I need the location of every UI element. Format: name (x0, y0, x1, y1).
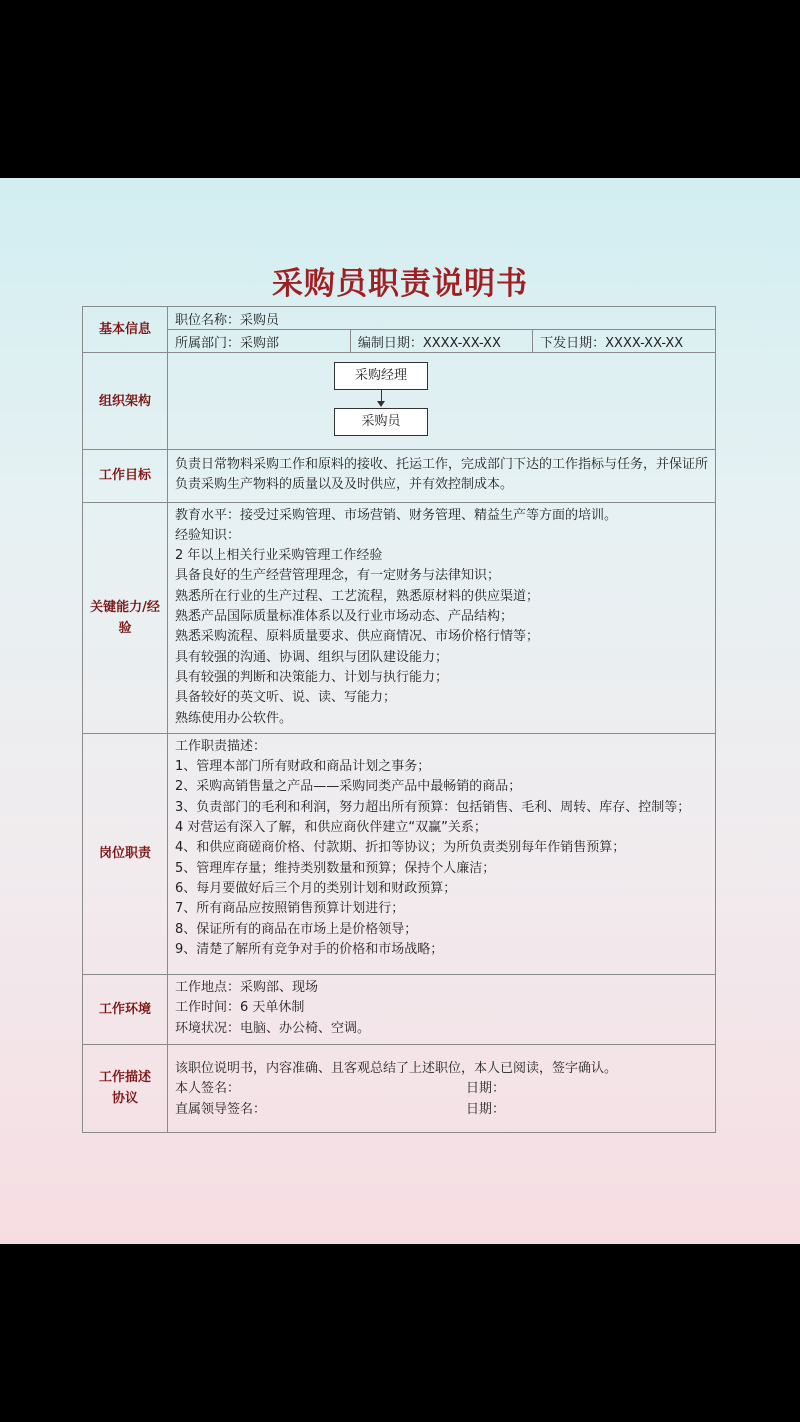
section-label-goal: 工作目标 (83, 450, 168, 503)
ability-line: 经验知识： (175, 527, 241, 543)
duty-line: 8、保证所有的商品在市场上是价格领导； (175, 921, 418, 937)
duty-line: 1、管理本部门所有财政和商品计划之事务； (175, 759, 431, 775)
ability-line: 具有较强的判断和决策能力、计划与执行能力； (175, 669, 449, 685)
document-title: 采购员职责说明书 (272, 266, 528, 302)
arrow-down-icon (377, 401, 385, 407)
leader-sign-label: 直属领导签名： (175, 1101, 267, 1117)
env-line: 工作地点：采购部、现场 (175, 980, 319, 996)
agreement-statement: 该职位说明书，内容准确、且客观总结了上述职位，本人已阅读，签字确认。 (175, 1061, 618, 1077)
ability-line: 2 年以上相关行业采购管理工作经验 (175, 548, 383, 564)
ability-line: 具备良好的生产经营管理理念，有一定财务与法律知识； (175, 568, 501, 584)
leader-date-label: 日期： (466, 1101, 506, 1117)
org-chart (168, 353, 715, 449)
section-label-duty: 岗位职责 (83, 733, 168, 974)
job-description-table (82, 306, 716, 1133)
ability-line: 具备较好的英文听、说、读、写能力； (175, 690, 397, 706)
duty-line: 5、管理库存量；维持类别数量和预算；保持个人廉洁； (175, 860, 496, 876)
duty-line: 3、负责部门的毛利和利润，努力超出所有预算：包括销售、毛利、周转、库存、控制等； (175, 799, 691, 815)
document-page (0, 178, 800, 1244)
section-label-agreement: 工作描述协议 (83, 1045, 168, 1133)
duty-line: 2、采购高销售量之产品——采购同类产品中最畅销的商品； (175, 779, 522, 795)
department: 所属部门：采购部 (168, 330, 350, 353)
section-label-env: 工作环境 (83, 975, 168, 1045)
self-signature-row (175, 1079, 708, 1099)
duty-line: 4、和供应商磋商价格、付款期、折扣等协议；为所负责类别每年作销售预算； (175, 840, 626, 856)
self-date-label: 日期： (466, 1081, 506, 1097)
ability-line: 熟悉产品国际质量标准体系以及行业市场动态、产品结构； (175, 609, 514, 625)
goal-text: 负责日常物料采购工作和原料的接收、托运工作，完成部门下达的工作指标与任务，并保证所负责采购生产物料的质量以及及时供应，并有效控制成本。 (175, 457, 709, 493)
env-line: 工作时间：6 天单休制 (175, 1000, 305, 1016)
ability-line: 具有较强的沟通、协调、组织与团队建设能力； (175, 649, 449, 665)
duty-line: 7、所有商品应按照销售预算计划进行； (175, 901, 405, 917)
duty-line: 6、每月要做好后三个月的类别计划和财政预算； (175, 880, 457, 896)
section-label-basic: 基本信息 (83, 307, 168, 353)
ability-line: 教育水平：接受过采购管理、市场营销、财务管理、精益生产等方面的培训。 (175, 507, 618, 523)
position-name: 职位名称：采购员 (168, 307, 715, 330)
issue-date: 下发日期：XXXX-XX-XX (533, 330, 715, 353)
compile-date: 编制日期：XXXX-XX-XX (350, 330, 532, 353)
ability-line: 熟悉采购流程、原料质量要求、供应商情况、市场价格行情等； (175, 629, 540, 645)
duty-line: 4 对营运有深入了解，和供应商伙伴建立“双赢”关系； (175, 820, 487, 836)
leader-signature-row (175, 1100, 708, 1120)
env-line: 环境状况：电脑、办公椅、空调。 (175, 1020, 371, 1036)
section-label-ability: 关键能力/经验 (83, 502, 168, 733)
self-sign-label: 本人签名： (175, 1081, 241, 1097)
ability-line: 熟悉所在行业的生产过程、工艺流程，熟悉原材料的供应渠道； (175, 588, 540, 604)
duty-line: 工作职责描述： (175, 738, 267, 754)
org-node-staff: 采购员 (334, 408, 428, 436)
basic-info-grid (168, 307, 715, 352)
ability-line: 熟练使用办公软件。 (175, 710, 293, 726)
duty-line: 9、清楚了解所有竞争对手的价格和市场战略； (175, 941, 444, 957)
org-node-manager: 采购经理 (334, 362, 428, 390)
section-label-org: 组织架构 (83, 353, 168, 450)
